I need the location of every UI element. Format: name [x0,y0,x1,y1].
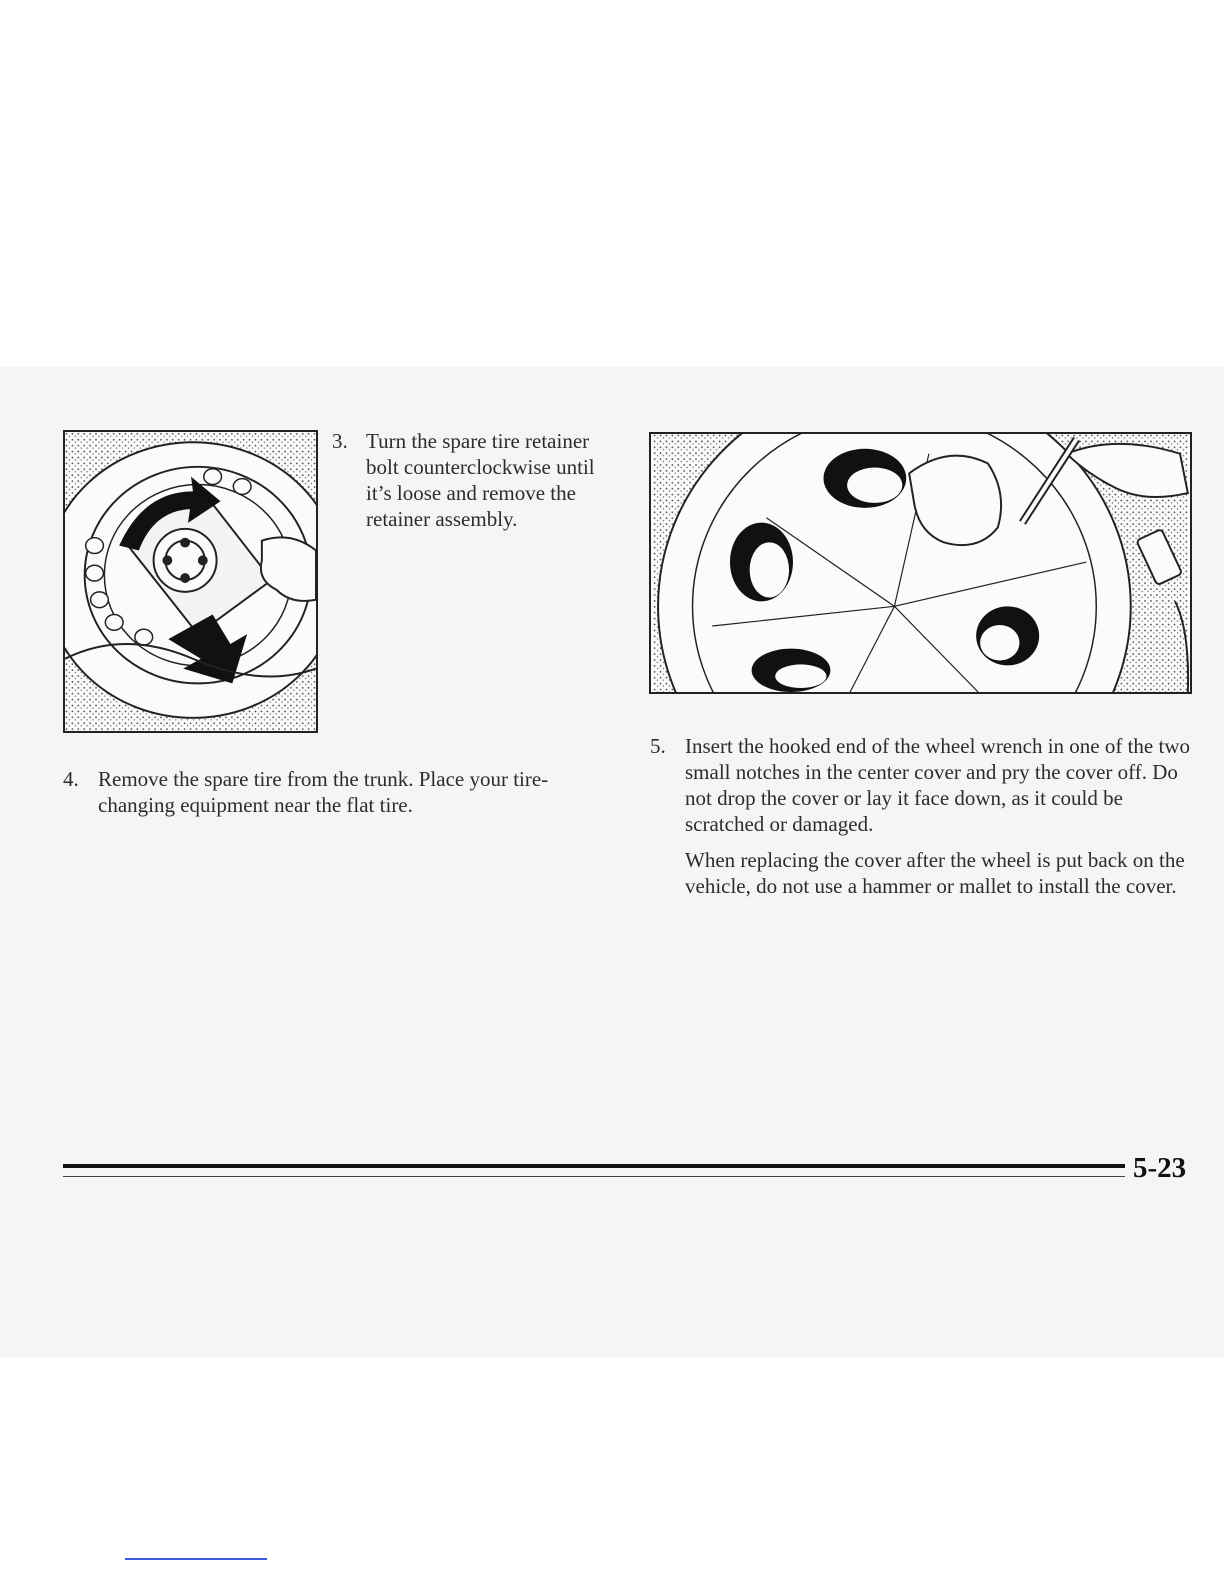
footer-rule-thin [63,1176,1125,1177]
step-text: Insert the hooked end of the wheel wrench in one of the two small notches in the center cover and pry the cover off. Do not drop the cover or lay it face down, as it could be scratched or damaged. [685,734,1191,836]
step-number: 4. [63,767,79,791]
step-number: 3. [332,429,348,453]
page-number: 5-23 [1133,1152,1187,1184]
spare-tire-retainer-illustration [63,430,318,733]
link-underline [125,1558,267,1560]
footer-rule-thick [63,1164,1125,1168]
wheel-wrench-icon [651,434,1190,692]
step-4 [63,766,603,818]
cover-replacement-note: When replacing the cover after the wheel is put back on the vehicle, do not use a hammer or mallet to install the cover. [685,848,1185,898]
step-text: Turn the spare tire retainer bolt counterclockwise until it’s loose and remove the retainer assembly. [366,429,595,531]
step-text: Remove the spare tire from the trunk. Place your tire-changing equipment near the flat tire. [98,767,549,817]
step-3 [332,428,622,532]
step-5 [650,733,1195,837]
spare-tire-icon [65,432,316,731]
step-number: 5. [650,734,666,758]
wheel-cover-removal-illustration [649,432,1192,694]
